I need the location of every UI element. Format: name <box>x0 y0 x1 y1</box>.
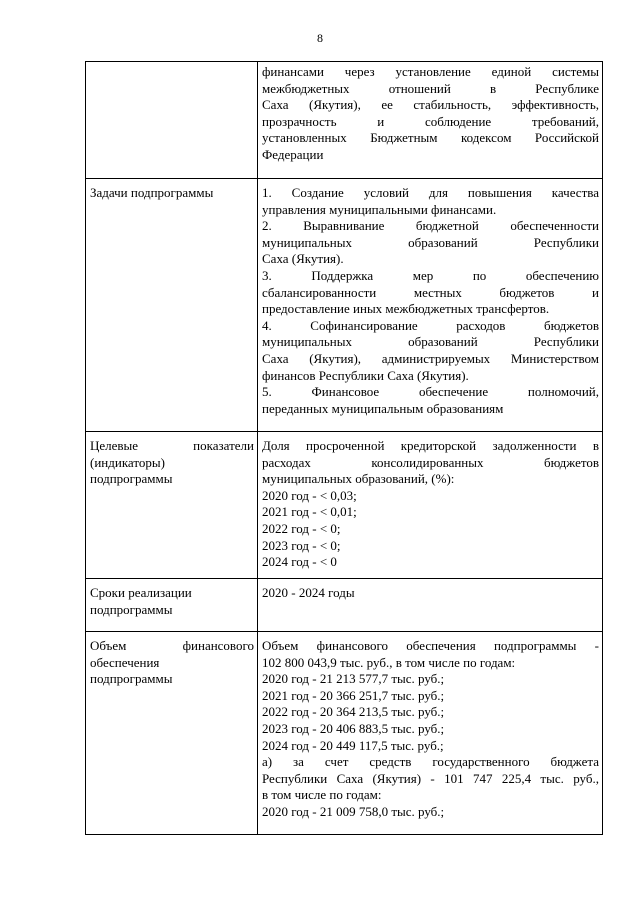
content-line: Саха (Якутия), администрируемых Министерством <box>262 350 599 366</box>
label-line: Сроки реализации <box>90 585 192 600</box>
row-content-cell <box>258 432 603 579</box>
content-line: финансами через установление единой системы <box>262 64 599 79</box>
content-line: прозрачность и соблюдение требований, <box>262 113 599 129</box>
content-line: муниципальных образований Республики <box>262 334 599 350</box>
content-line: установленных Бюджетным кодексом Российской <box>262 130 599 146</box>
label-line: обеспечения <box>90 654 160 670</box>
subprogram-passport-table <box>85 61 603 835</box>
label-line: Целевые показатели <box>90 438 254 453</box>
label-line: (индикаторы) <box>90 454 165 470</box>
label-line: подпрограммы <box>90 601 173 617</box>
table-row-timeline <box>86 579 603 632</box>
row-label-cell <box>86 432 258 579</box>
content-line: Объем финансового обеспечения подпрограммы - <box>262 638 599 653</box>
content-line: 2020 год - 21 213 577,7 тыс. руб.; <box>262 671 445 687</box>
content-line: 5. Финансовое обеспечение полномочий, <box>262 384 599 400</box>
page-number: 8 <box>317 31 323 45</box>
table-row-financing <box>86 632 603 835</box>
content-line: 2022 год - < 0; <box>262 520 341 536</box>
content-line: 2023 год - < 0; <box>262 537 341 553</box>
label-line: подпрограммы <box>90 671 173 687</box>
content-line: 2021 год - 20 366 251,7 тыс. руб.; <box>262 687 445 703</box>
content-line: муниципальных образований, (%): <box>262 471 455 487</box>
label-line: Объем финансового <box>90 638 254 653</box>
content-line: финансов Республики Саха (Якутия). <box>262 367 469 383</box>
content-line: 2. Выравнивание бюджетной обеспеченности <box>262 218 599 234</box>
content-line: Республики Саха (Якутия) - 101 747 225,4 тыс. руб., <box>262 770 599 786</box>
content-line: 102 800 043,9 тыс. руб., в том числе по годам: <box>262 654 516 670</box>
content-line: 2020 год - < 0,03; <box>262 487 357 503</box>
content-line: в том числе по годам: <box>262 787 382 803</box>
content-line: 2024 год - < 0 <box>262 554 337 570</box>
content-line: 2021 год - < 0,01; <box>262 504 357 520</box>
content-line: сбалансированности местных бюджетов и <box>262 284 599 300</box>
content-line: 4. Софинансирование расходов бюджетов <box>262 317 599 333</box>
content-line: предоставление иных межбюджетных трансфертов. <box>262 301 550 317</box>
row-label-cell <box>86 579 258 632</box>
row-content-cell <box>258 632 603 835</box>
content-line: Саха (Якутия). <box>262 251 344 267</box>
content-line: 3. Поддержка мер по обеспечению <box>262 267 599 283</box>
row-label-cell <box>86 632 258 835</box>
table-row-target-indicators <box>86 432 603 579</box>
row-content-cell <box>258 62 603 179</box>
content-line: межбюджетных отношений в Республике <box>262 80 599 96</box>
row-content-cell <box>258 179 603 432</box>
row-label-cell <box>86 179 258 432</box>
content-line: Доля просроченной кредиторской задолженности в <box>262 438 599 453</box>
content-line: Федерации <box>262 146 324 162</box>
content-line: муниципальных образований Республики <box>262 234 599 250</box>
content-line: а) за счет средств государственного бюджета <box>262 754 599 770</box>
content-line: 2022 год - 20 364 213,5 тыс. руб.; <box>262 704 445 720</box>
row-content-cell <box>258 579 603 632</box>
content-line: расходах консолидированных бюджетов <box>262 454 599 470</box>
content-line: переданных муниципальным образованиям <box>262 400 504 416</box>
content-line: 2024 год - 20 449 117,5 тыс. руб.; <box>262 737 444 753</box>
table-row-goal-continuation <box>86 62 603 179</box>
content-line: 2020 год - 21 009 758,0 тыс. руб.; <box>262 803 445 819</box>
content-line: 2023 год - 20 406 883,5 тыс. руб.; <box>262 720 445 736</box>
table-row-tasks <box>86 179 603 432</box>
content-line: Саха (Якутия), ее стабильность, эффективность, <box>262 97 599 113</box>
content-line: управления муниципальными финансами. <box>262 201 497 217</box>
content-line: 2020 - 2024 годы <box>262 585 355 600</box>
label-line: Задачи подпрограммы <box>90 185 214 200</box>
content-line: 1. Создание условий для повышения качества <box>262 185 599 200</box>
label-line: подпрограммы <box>90 471 173 487</box>
row-label-cell <box>86 62 258 179</box>
